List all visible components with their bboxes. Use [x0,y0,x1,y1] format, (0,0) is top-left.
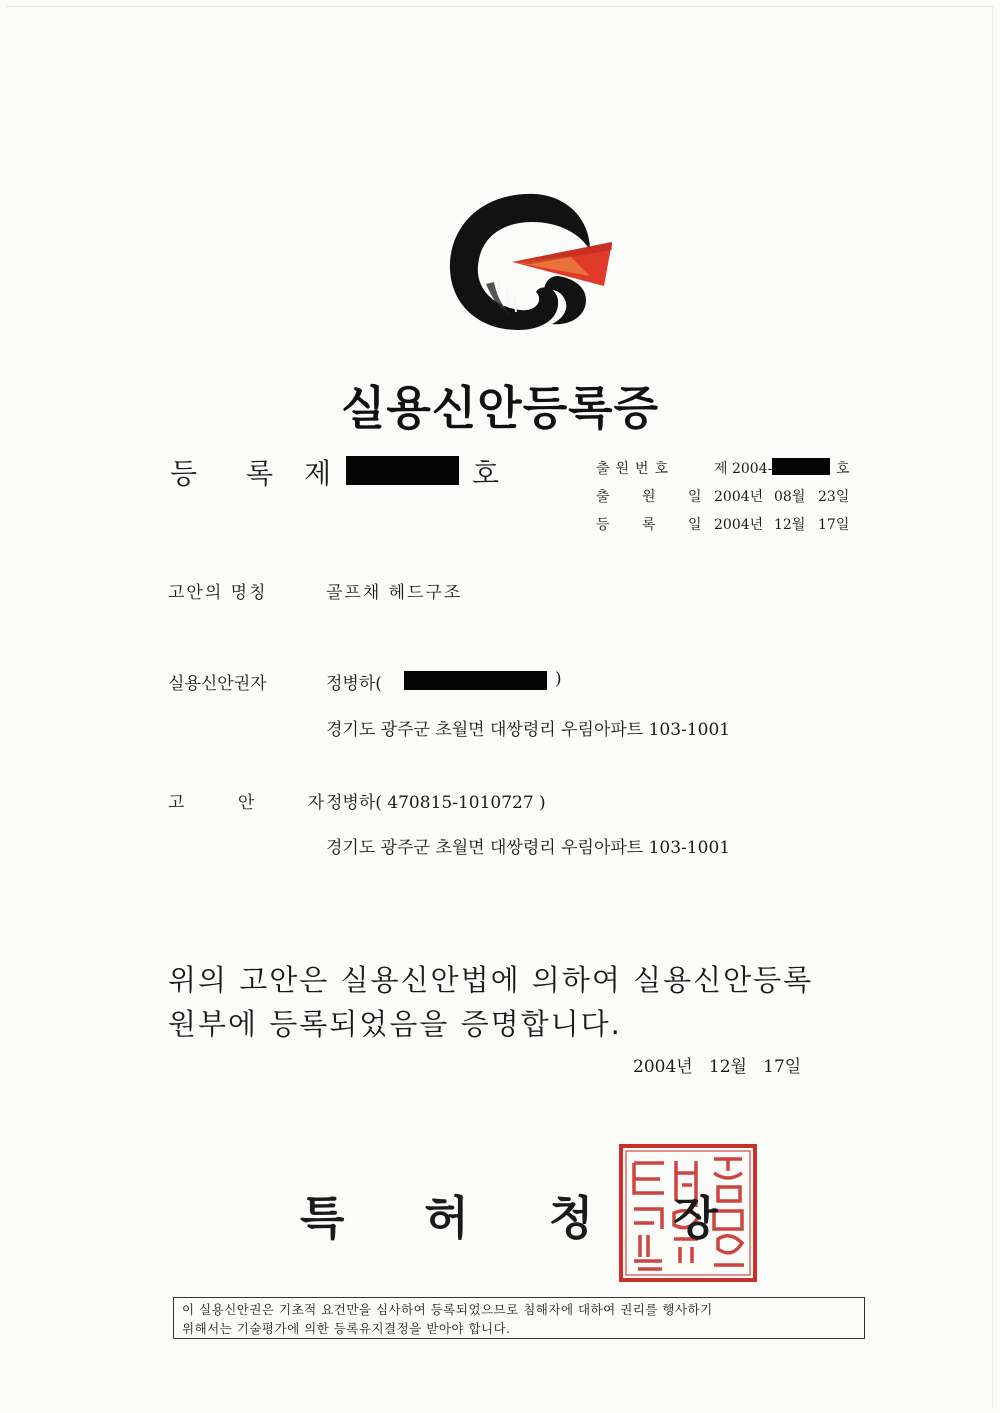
rights-holder-id-redaction [404,671,547,690]
application-number-prefix: 제 2004- [714,461,773,477]
registration-number-redaction [346,456,459,485]
statement-line-2: 원부에 등록되었음을 증명합니다. [168,1007,622,1041]
registration-label-char-1: 등 [170,457,199,490]
application-number-suffix: 호 [836,461,850,477]
registration-date-day: 17일 [818,517,850,533]
registration-suffix: 호 [472,457,501,490]
document-title: 실용신안등록증 [340,381,660,435]
rights-holder-name-close: ) [555,669,562,689]
filing-date-day: 23일 [818,489,850,505]
inventor-address: 경기도 광주군 초월면 대쌍령리 우림아파트 103-1001 [326,838,731,858]
issue-date: 2004년 12월 17일 [633,1057,802,1077]
rights-holder-address: 경기도 광주군 초월면 대쌍령리 우림아파트 103-1001 [326,720,731,740]
filing-date-month: 08월 [774,489,806,505]
device-name-value: 골프채 헤드구조 [326,583,463,603]
issuer-name: 특허청장 [300,1191,798,1245]
notice-line-2: 위해서는 기술평가에 의한 등록유지결정을 받아야 합니다. [182,1321,511,1336]
registration-date-label: 등 록 일 [596,517,716,533]
registration-date-month: 12월 [774,517,806,533]
registration-date-year: 2004년 [714,517,764,533]
filing-date-year: 2004년 [714,489,764,505]
statement-line-1: 위의 고안은 실용신안법에 의하여 실용신안등록 [168,963,814,997]
filing-date-label: 출 원 일 [596,489,716,505]
kipo-emblem-icon [440,188,620,338]
rights-holder-name: 정병하( [326,674,382,694]
rights-holder-label: 실용신안권자 [168,674,267,694]
application-number-label: 출원번호 [596,461,675,477]
inventor-label: 고 안 자 [168,793,349,813]
registration-label-char-3: 제 [304,457,333,490]
application-number-redaction [772,458,830,475]
device-name-label: 고안의 명칭 [168,583,268,603]
inventor-name: 정병하( 470815-1010727 ) [326,793,546,813]
registration-label-char-2: 록 [246,457,275,490]
notice-box [173,1297,865,1339]
certification-statement [168,958,868,1046]
notice-line-1: 이 실용신안권은 기초적 요건만을 심사하여 등록되었으므로 침해자에 대하여 권리를 행사하기 [182,1302,713,1317]
